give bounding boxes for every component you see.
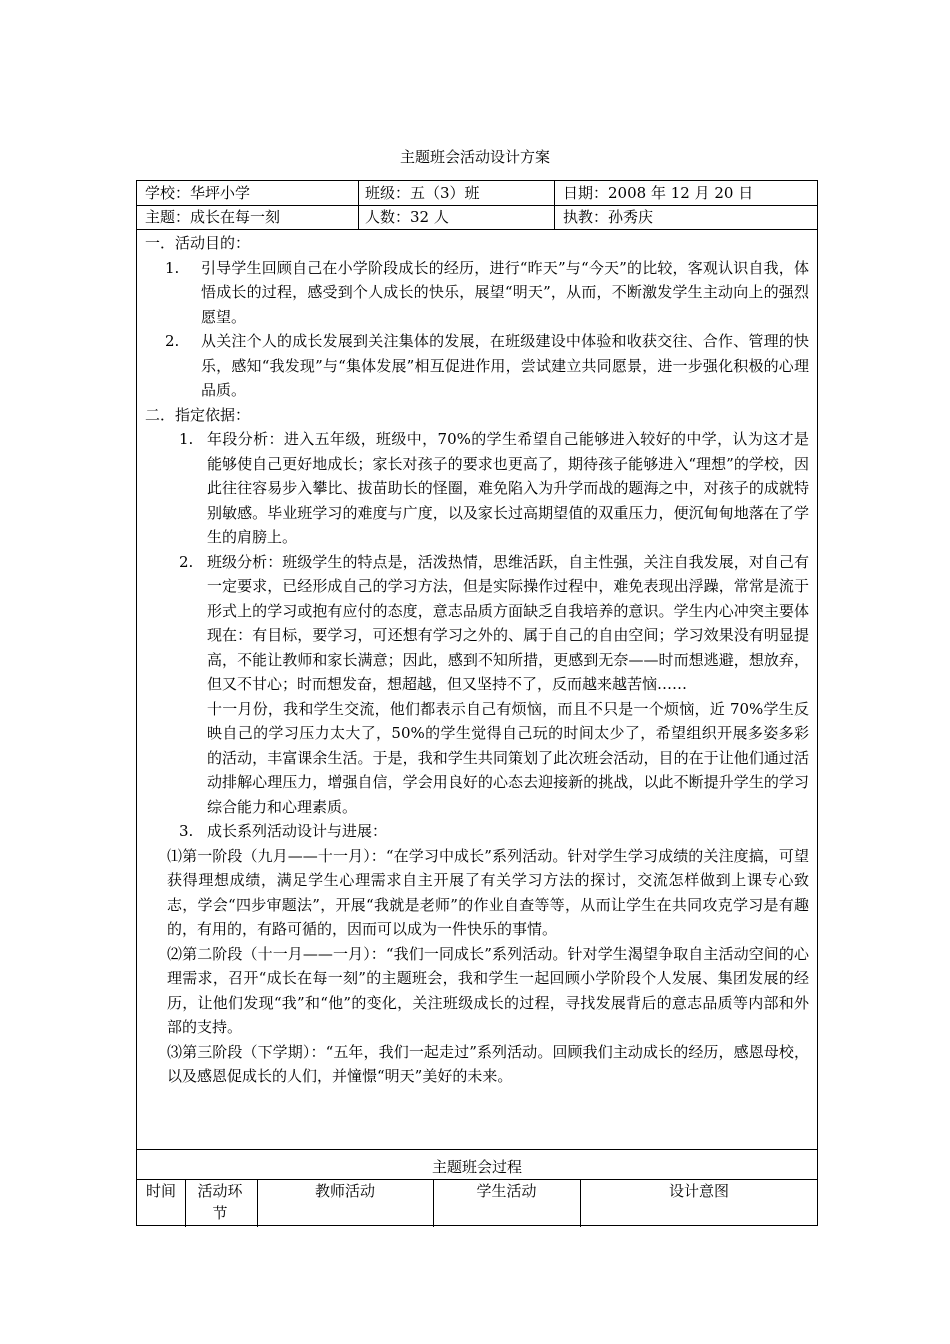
basis-item: 3. 成长系列活动设计与进展： xyxy=(179,822,388,840)
column-header-student: 学生活动 xyxy=(476,1182,537,1200)
basis-extra-paragraph: 十一月份，我和学生交流，他们都表示自己有烦恼，而且不只是一个烦恼，近 70%学生反映自己的学习压力太大了，50%的学生觉得自己玩的时间太少了，希望组织开展多姿多彩的活动，丰富课余生活。于是，我和学生共同策划了此次班会活动，目的在于让他们通过活动排解心理压力，增强自信，学会用良好的心态去迎接新的挑战，以此不断提升学生的学习综合能力和心理素质。 xyxy=(207,699,809,816)
basis-item: 2. 班级分析：班级学生的特点是，活泼热情，思维活跃，自主性强，关注自我发展，对自己有一定要求，已经形成自己的学习方法，但是实际操作过程中，难免表现出浮躁，常常是流于形式上的学习或抱有应付的态度，意志品质方面缺乏自我培养的意识。学生内心冲突主要体现在：有目标，要学习，可还想有学习之外的、属于自己的自由空间；学习效果没有明显提高，不能让教师和家长满意；因此，感到不知所措，更感到无奈——时而想逃避，想放弃，但又不甘心；时而想发奋，想超越，但又坚持不了，反而越来越苦恼…… xyxy=(179,552,809,693)
school-cell: 学校：华坪小学 xyxy=(145,184,251,202)
stage-paragraph: ⑵第二阶段（十一月——一月）：“我们一同成长”系列活动。针对学生渴望争取自主活动空间的心理需求，召开“成长在每一刻”的主题班会，我和学生一起回顾小学阶段个人发展、集团发展的经历，让他们发现“我”和“他”的变化，关注班级成长的过程，寻找发展背后的意志品质等内部和外部的支持。 xyxy=(167,944,809,1036)
basis-item: 1. 年段分析：进入五年级，班级中，70%的学生希望自己能够进入较好的中学，认为这才是能够使自己更好地成长；家长对孩子的要求也更高了，期待孩子能够进入“理想”的学校，因此往往容易步入攀比、拔苗助长的怪圈，难免陷入为升学而战的题海之中，对孩子的成就特别敏感。毕业班学习的难度与广度，以及家长过高期望值的双重压力，便沉甸甸地落在了学生的肩膀上。 xyxy=(179,430,809,546)
count-cell: 人数：32 人 xyxy=(365,208,449,226)
goal-heading: 一．活动目的： xyxy=(145,234,251,252)
basis-heading: 二．指定依据： xyxy=(145,405,251,424)
theme-cell: 主题：成长在每一刻 xyxy=(145,208,281,226)
row-divider xyxy=(137,1149,817,1150)
process-title: 主题班会过程 xyxy=(431,1158,522,1176)
plan-table xyxy=(136,180,818,1226)
teacher-cell: 执教：孙秀庆 xyxy=(563,208,654,226)
col-divider xyxy=(554,181,555,229)
column-header-time: 时间 xyxy=(145,1182,176,1200)
date-cell: 日期：2008 年 12 月 20 日 xyxy=(563,184,754,202)
column-header-intent: 设计意图 xyxy=(668,1182,729,1200)
plan-body xyxy=(145,231,809,1089)
stage-paragraph: ⑴第一阶段（九月——十一月）：“在学习中成长”系列活动。针对学生学习成绩的关注度搞，可望获得理想成绩，满足学生心理需求自主开展了有关学习方法的探讨，交流怎样做到上课专心致志，学会“四步审题法”，开展“我就是老师”的作业自查等等，从而让学生在共同攻克学习是有趣的，有用的，有路可循的，因而可以成为一件快乐的事情。 xyxy=(167,846,809,938)
document-title: 主题班会活动设计方案 xyxy=(399,148,550,166)
class-cell: 班级：五（3）班 xyxy=(365,184,480,202)
column-header-teacher: 教师活动 xyxy=(314,1182,375,1200)
row-divider xyxy=(137,229,817,230)
col-divider xyxy=(185,1179,186,1227)
stage-paragraph: ⑶第三阶段（下学期）：“五年，我们一起走过”系列活动。回顾我们主动成长的经历，感恩母校，以及感恩促成长的人们，并憧憬“明天”美好的未来。 xyxy=(167,1042,809,1085)
col-divider xyxy=(358,181,359,229)
goal-item: 1. 引导学生回顾自己在小学阶段成长的经历，进行“昨天”与“今天”的比较，客观认识自我，体悟成长的过程，感受到个人成长的快乐，展望“明天”，从而，不断激发学生主动向上的强烈愿望。 xyxy=(165,258,809,326)
goal-item: 2. 从关注个人的成长发展到关注集体的发展，在班级建设中体验和收获交往、合作、管理的快乐，感知“我发现”与“集体发展”相互促进作用，尝试建立共同愿景，进一步强化积极的心理品质。 xyxy=(165,332,809,399)
column-header-stage: 活动环节 xyxy=(197,1182,243,1222)
